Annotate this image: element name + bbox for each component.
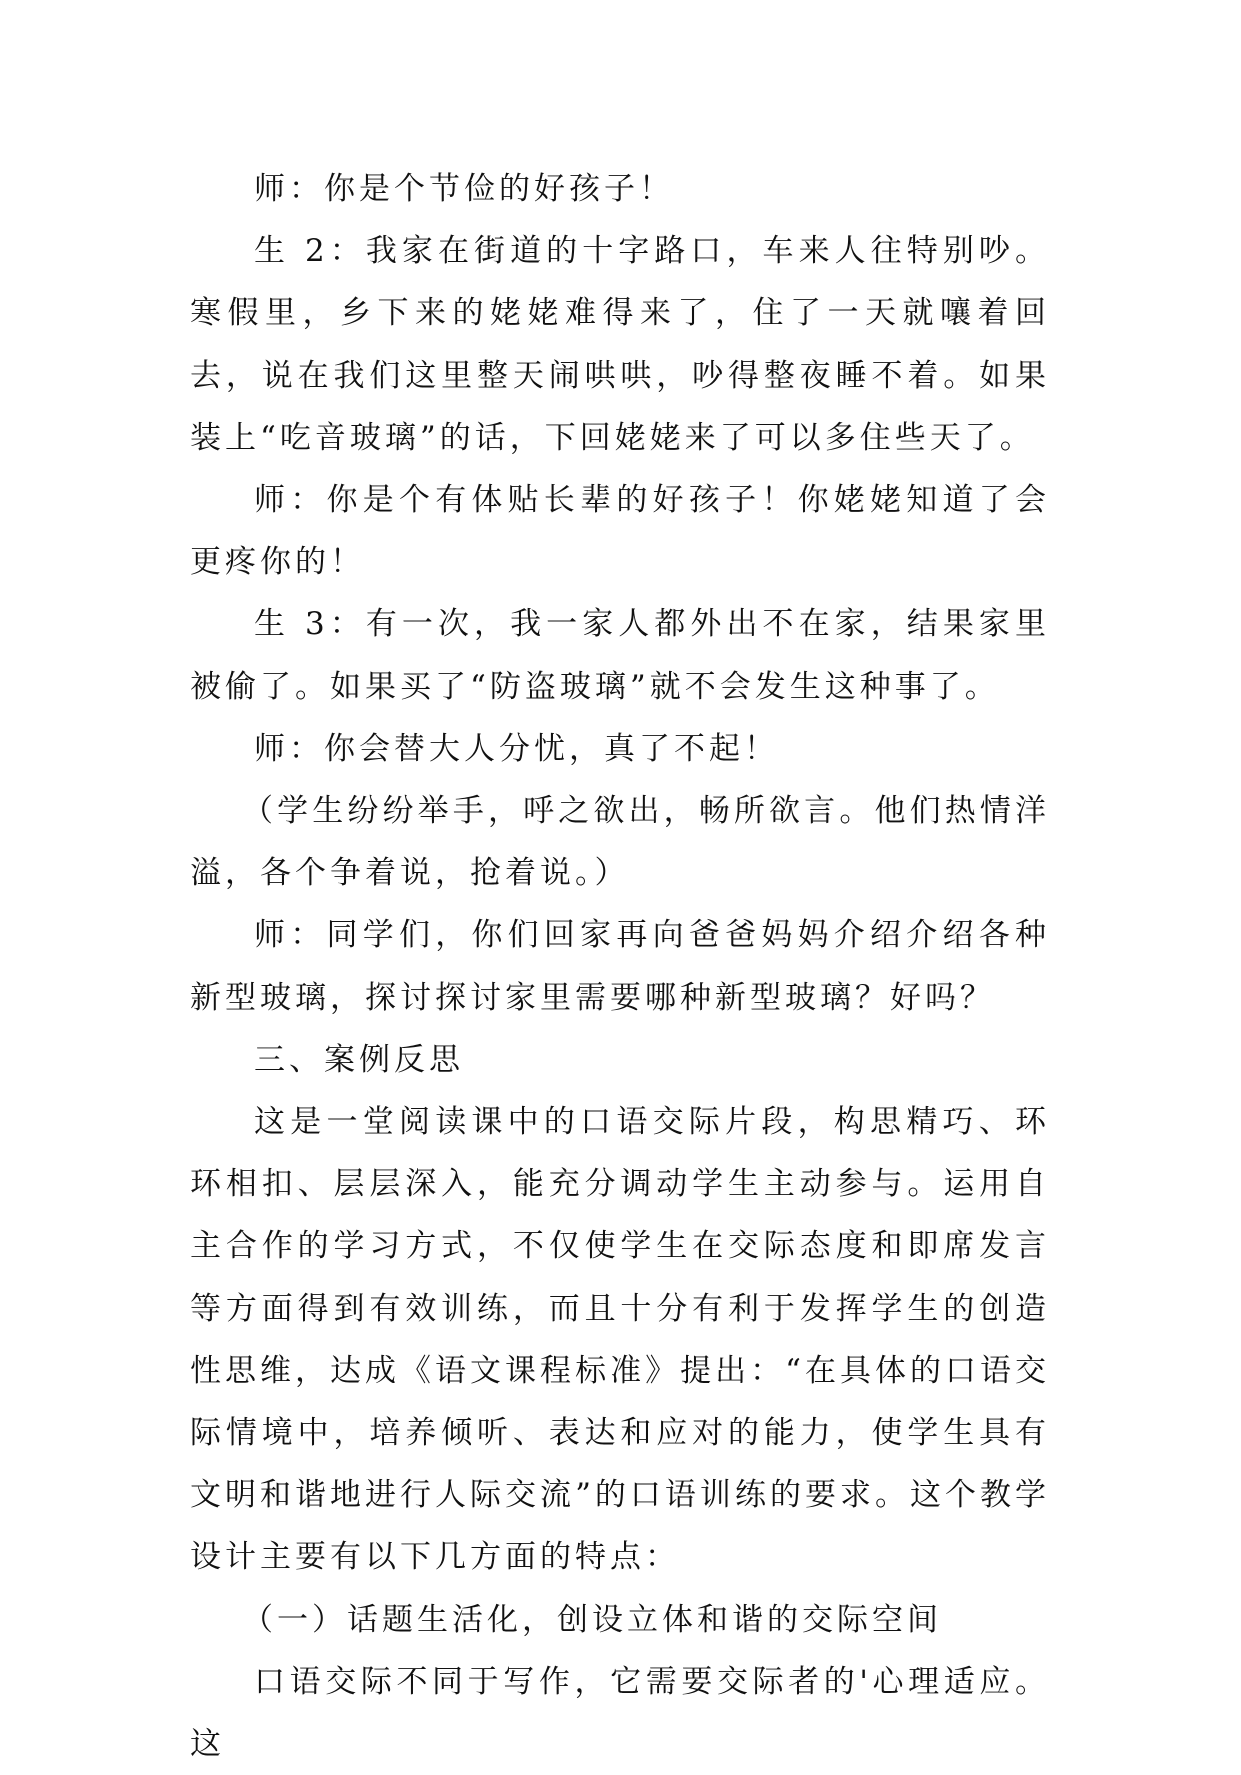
subheading-topic-life: （一）话题生活化，创设立体和谐的交际空间 bbox=[242, 1601, 942, 1638]
paragraph-student-2: 生 2：我家在街道的十字路口，车来人往特别吵。寒假里，乡下来的姥姥难得来了，住了一天就嚷着回去，说在我们这里整天闹哄哄，吵得整夜睡不着。如果装上“吃音玻璃”的话，下回姥姥来了可以多住些天了。 bbox=[190, 233, 1050, 456]
paragraph-class-reaction: （学生纷纷举手，呼之欲出，畅所欲言。他们热情洋溢，各个争着说，抢着说。） bbox=[190, 793, 1050, 892]
paragraph-student-3: 生 3：有一次，我一家人都外出不在家，结果家里被偷了。如果买了“防盗玻璃”就不会发生这种事了。 bbox=[190, 606, 1050, 705]
section-heading-case-reflection: 三、案例反思 bbox=[254, 1041, 464, 1078]
paragraph-teacher-closing: 师：同学们，你们回家再向爸爸妈妈介绍介绍各种新型玻璃，探讨探讨家里需要哪种新型玻璃？好吗？ bbox=[190, 917, 1050, 1016]
paragraph-reflection-body: 这是一堂阅读课中的口语交际片段，构思精巧、环环相扣、层层深入，能充分调动学生主动参与。运用自主合作的学习方式，不仅使学生在交际态度和即席发言等方面得到有效训练，而且十分有利于发挥学生的创造性思维，达成《语文课程标准》提出：“在具体的口语交际情境中，培养倾听、表达和应对的能力，使学生具有文明和谐地进行人际交流”的口语训练的要求。这个教学设计主要有以下几方面的特点： bbox=[190, 1104, 1050, 1576]
document-body bbox=[190, 158, 1050, 1775]
paragraph-teacher-praise-3: 师：你会替大人分忧，真了不起！ bbox=[254, 730, 779, 767]
paragraph-oral-communication: 口语交际不同于写作，它需要交际者的'心理适应。这 bbox=[190, 1663, 1050, 1763]
paragraph-teacher-praise-1: 师：你是个节俭的好孩子！ bbox=[254, 171, 674, 207]
paragraph-teacher-praise-2: 师：你是个有体贴长辈的好孩子！你姥姥知道了会更疼你的！ bbox=[190, 482, 1050, 581]
